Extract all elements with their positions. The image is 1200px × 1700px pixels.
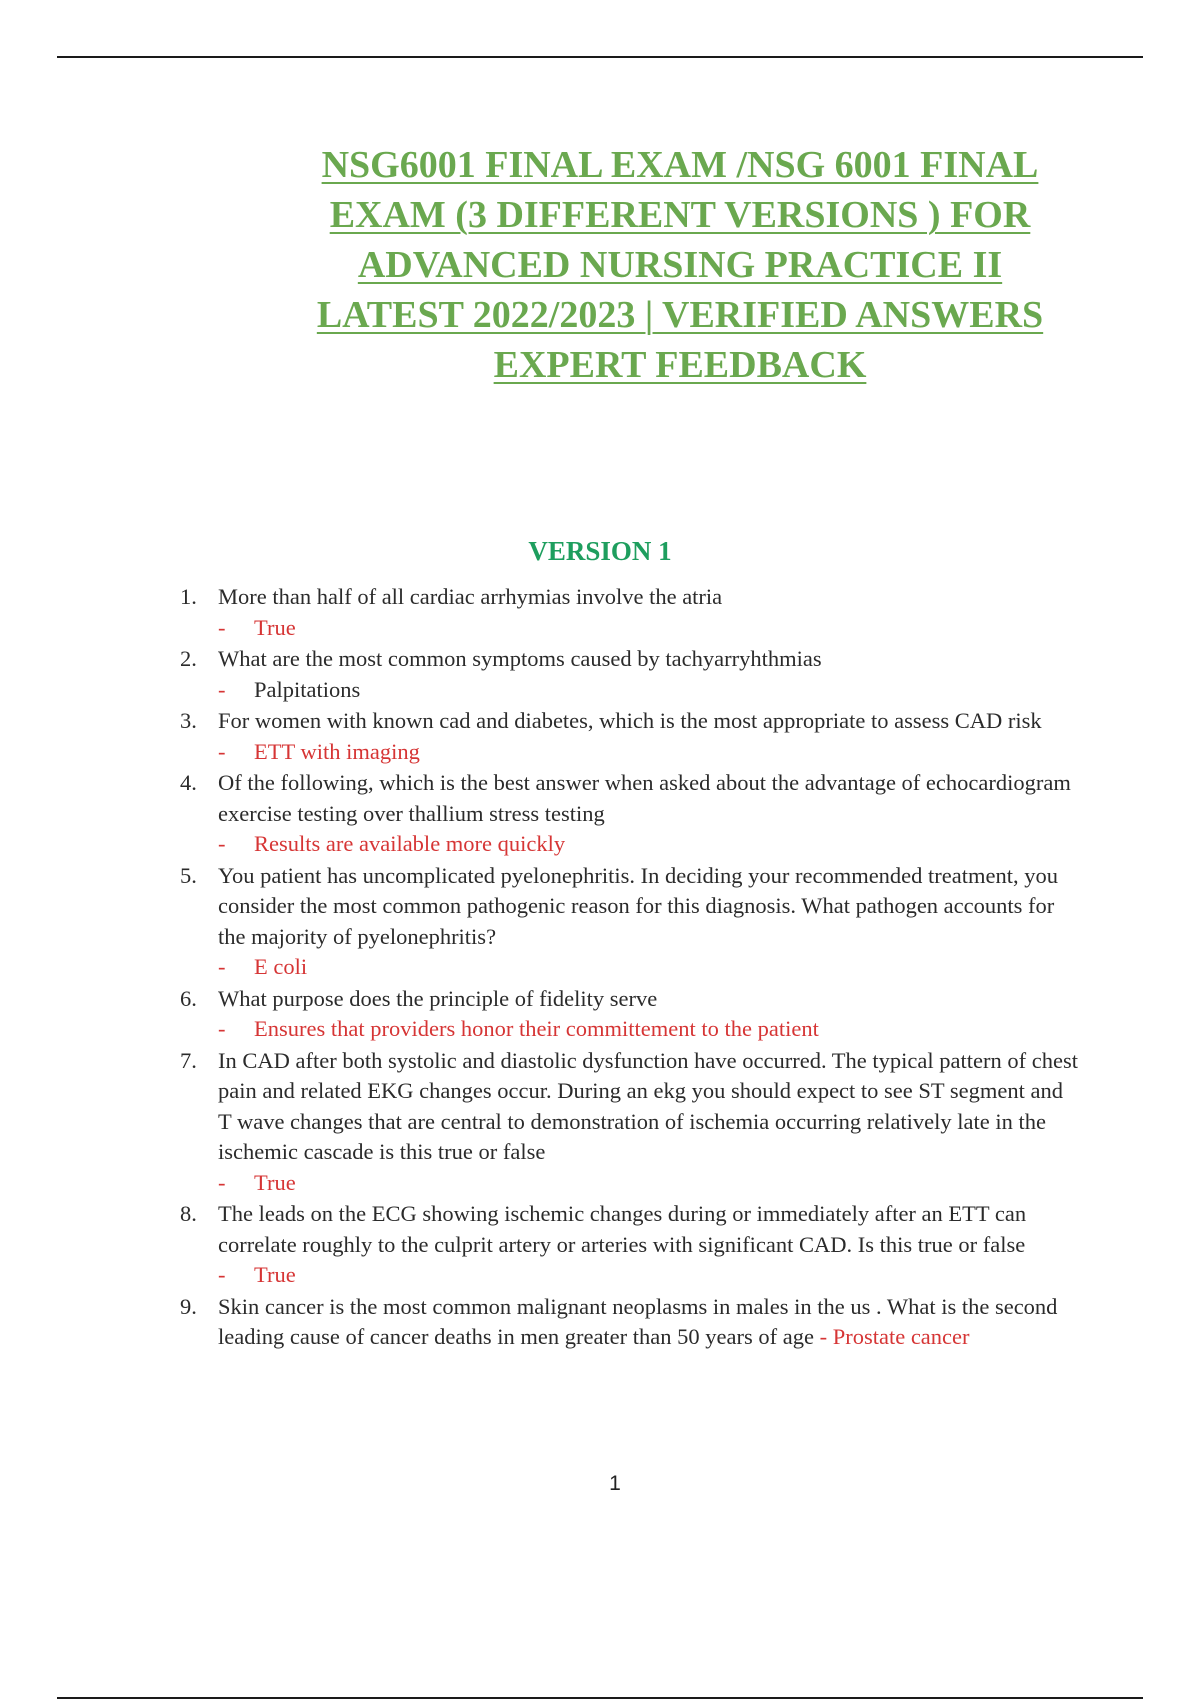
question-item — [180, 861, 1080, 953]
answer-dash: - — [218, 614, 226, 640]
answer-dash: - — [218, 738, 226, 764]
title-line-4: LATEST 2022/2023 | VERIFIED ANSWERS — [316, 294, 1044, 336]
question-number: 9. — [180, 1293, 197, 1319]
title-line-3: ADVANCED NURSING PRACTICE II — [357, 244, 1003, 286]
question-text: What are the most common symptoms caused by tachyarryhthmias — [218, 646, 822, 671]
question-text: For women with known cad and diabetes, which is the most appropriate to assess CAD risk — [218, 708, 1042, 733]
question-text: More than half of all cardiac arrhymias involve the atria — [218, 584, 723, 609]
answer-text: True — [254, 614, 296, 640]
question-text: You patient has uncomplicated pyelonephritis. In deciding your recommended treatment, you consider the most common pathogenic reason for this diagnosis. What pathogen accounts for the majority of pyelonephritis? — [218, 862, 1059, 949]
question-text: In CAD after both systolic and diastolic dysfunction have occurred. The typical pattern of chest pain and related EKG changes occur. During an ekg you should expect to see ST segment and T wave changes that are central to demonstration of ischemia occurring relatively late in the ischemic cascade is this true or false — [218, 1047, 1078, 1164]
question-list — [180, 582, 1080, 1353]
answer-item — [180, 952, 1080, 983]
question-text: Skin cancer is the most common malignant neoplasms in males in the us . What is the second leading cause of cancer deaths in men greater than 50 years of age — [218, 1293, 1058, 1349]
answer-dash: - — [218, 1169, 226, 1195]
question-number: 3. — [180, 708, 197, 733]
answer-item — [180, 829, 1080, 860]
answer-text: True — [254, 1169, 296, 1195]
question-number: 7. — [180, 1047, 197, 1073]
answer-text: ETT with imaging — [254, 738, 420, 764]
question-item — [180, 1292, 1080, 1353]
question-item — [180, 984, 1080, 1015]
top-rule — [57, 56, 1143, 58]
question-item — [180, 644, 1080, 675]
answer-dash: - — [218, 676, 226, 702]
answer-item — [180, 1014, 1080, 1045]
question-number: 1. — [180, 584, 197, 609]
question-number: 5. — [180, 862, 197, 888]
question-text: What purpose does the principle of fidelity serve — [218, 985, 658, 1011]
answer-dash: - — [218, 1016, 226, 1041]
answer-item — [180, 1260, 1080, 1291]
question-text: Of the following, which is the best answer when asked about the advantage of echocardiogram exercise testing over thallium stress testing — [218, 770, 1071, 826]
answer-item — [180, 1168, 1080, 1199]
title-line-2: EXAM (3 DIFFERENT VERSIONS ) FOR — [329, 194, 1031, 236]
bottom-rule — [57, 1697, 1143, 1699]
question-item — [180, 706, 1080, 737]
answer-item — [180, 737, 1080, 768]
answer-dash: - — [218, 831, 226, 856]
question-item — [180, 1046, 1080, 1168]
version-heading: VERSION 1 — [528, 536, 672, 566]
question-text: The leads on the ECG showing ischemic changes during or immediately after an ETT can correlate roughly to the culprit artery or arteries with significant CAD. Is this true or false — [218, 1201, 1027, 1257]
answer-item — [180, 613, 1080, 644]
question-number: 4. — [180, 770, 197, 795]
question-number: 6. — [180, 985, 197, 1011]
answer-dash: - — [218, 954, 226, 979]
question-number: 2. — [180, 646, 197, 671]
answer-text: Ensures that providers honor their committement to the patient — [254, 1016, 819, 1041]
question-item — [180, 1199, 1080, 1260]
inline-answer-text: - Prostate cancer — [819, 1324, 970, 1349]
title-line-1: NSG6001 FINAL EXAM /NSG 6001 FINAL — [321, 144, 1039, 186]
question-number: 8. — [180, 1201, 197, 1226]
answer-text: True — [254, 1262, 296, 1287]
title-line-5: EXPERT FEEDBACK — [493, 344, 867, 386]
answer-text: Palpitations — [254, 676, 361, 702]
question-item — [180, 582, 1080, 613]
answer-text: Results are available more quickly — [254, 831, 566, 856]
page-number: 1 — [609, 1472, 621, 1495]
question-item — [180, 768, 1080, 829]
answer-item — [180, 675, 1080, 706]
answer-dash: - — [218, 1262, 226, 1287]
document-title — [290, 140, 1070, 390]
answer-text: E coli — [254, 954, 308, 979]
